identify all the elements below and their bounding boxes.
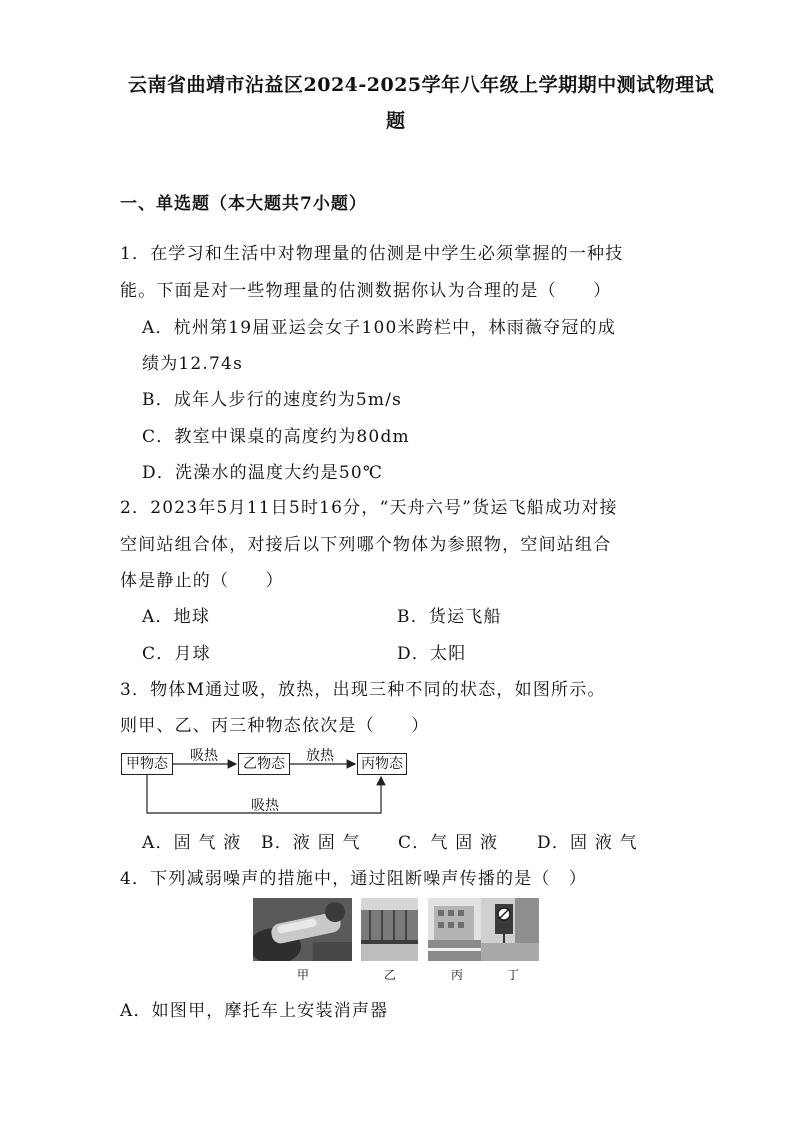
q1-option-c: C．教室中课桌的高度约为80dm xyxy=(142,427,410,447)
photo-caption-2: 乙 xyxy=(384,968,397,982)
q3-box-state-2: 乙物态 xyxy=(238,753,290,775)
q3-option-a: A．固 气 液 xyxy=(142,833,242,853)
q1-stem-line2: 能。下面是对一些物理量的估测数据你认为合理的是（ ） xyxy=(120,281,612,301)
q4-stem-line1: 4．下列减弱噪声的措施中，通过阻断噪声传播的是（ ） xyxy=(120,869,588,889)
q2-stem-line2: 空间站组合体，对接后以下列哪个物体为参照物，空间站组合 xyxy=(120,535,612,555)
building-site-photo xyxy=(428,898,481,961)
q2-option-b: B．货运飞船 xyxy=(397,607,502,627)
q3-arrow-1-label: 吸热 xyxy=(190,748,218,764)
q3-option-d: D．固 液 气 xyxy=(537,833,638,853)
q4-option-a: A．如图甲，摩托车上安装消声器 xyxy=(120,1001,389,1021)
q2-option-d: D．太阳 xyxy=(397,644,467,664)
q3-arrow-2-label: 放热 xyxy=(306,748,334,764)
photo-caption-3: 丙 xyxy=(451,968,464,982)
page-title-line2: 题 xyxy=(386,110,406,132)
no-honking-sign-photo xyxy=(481,898,539,961)
page-title-line1: 云南省曲靖市沾益区2024-2025学年八年级上学期期中测试物理试 xyxy=(128,74,715,96)
motorcycle-muffler-photo xyxy=(253,898,352,961)
q1-option-a-line2: 绩为12.74s xyxy=(142,354,243,374)
photo-caption-1: 甲 xyxy=(297,968,310,982)
q3-arrow-3 xyxy=(147,775,381,813)
q2-stem-line3: 体是静止的（ ） xyxy=(120,571,284,591)
q3-option-b: B．液 固 气 xyxy=(261,833,361,853)
q3-box-state-3: 丙物态 xyxy=(357,753,407,775)
q3-box-state-1: 甲物态 xyxy=(121,753,173,775)
q2-option-c: C．月球 xyxy=(142,644,211,664)
q3-stem-line1: 3．物体M通过吸，放热，出现三种不同的状态，如图所示。 xyxy=(120,680,606,700)
sound-barrier-photo xyxy=(361,898,418,961)
section-heading: 一、单选题（本大题共7小题） xyxy=(120,194,367,214)
q3-arrow-3-label: 吸热 xyxy=(251,798,279,814)
q3-stem-line2: 则甲、乙、丙三种物态依次是（ ） xyxy=(120,716,430,736)
q3-option-c: C．气 固 液 xyxy=(398,833,499,853)
q2-option-a: A．地球 xyxy=(142,607,211,627)
q1-option-d: D．洗澡水的温度大约是50℃ xyxy=(142,463,384,483)
photo-caption-4: 丁 xyxy=(507,968,520,982)
q2-stem-line1: 2．2023年5月11日5时16分，“天舟六号”货运飞船成功对接 xyxy=(120,498,618,518)
q1-option-a-line1: A．杭州第19届亚运会女子100米跨栏中，林雨薇夺冠的成 xyxy=(142,318,616,338)
q1-stem-line1: 1．在学习和生活中对物理量的估测是中学生必须掌握的一种技 xyxy=(120,244,624,264)
q1-option-b: B．成年人步行的速度约为5m/s xyxy=(142,390,403,410)
